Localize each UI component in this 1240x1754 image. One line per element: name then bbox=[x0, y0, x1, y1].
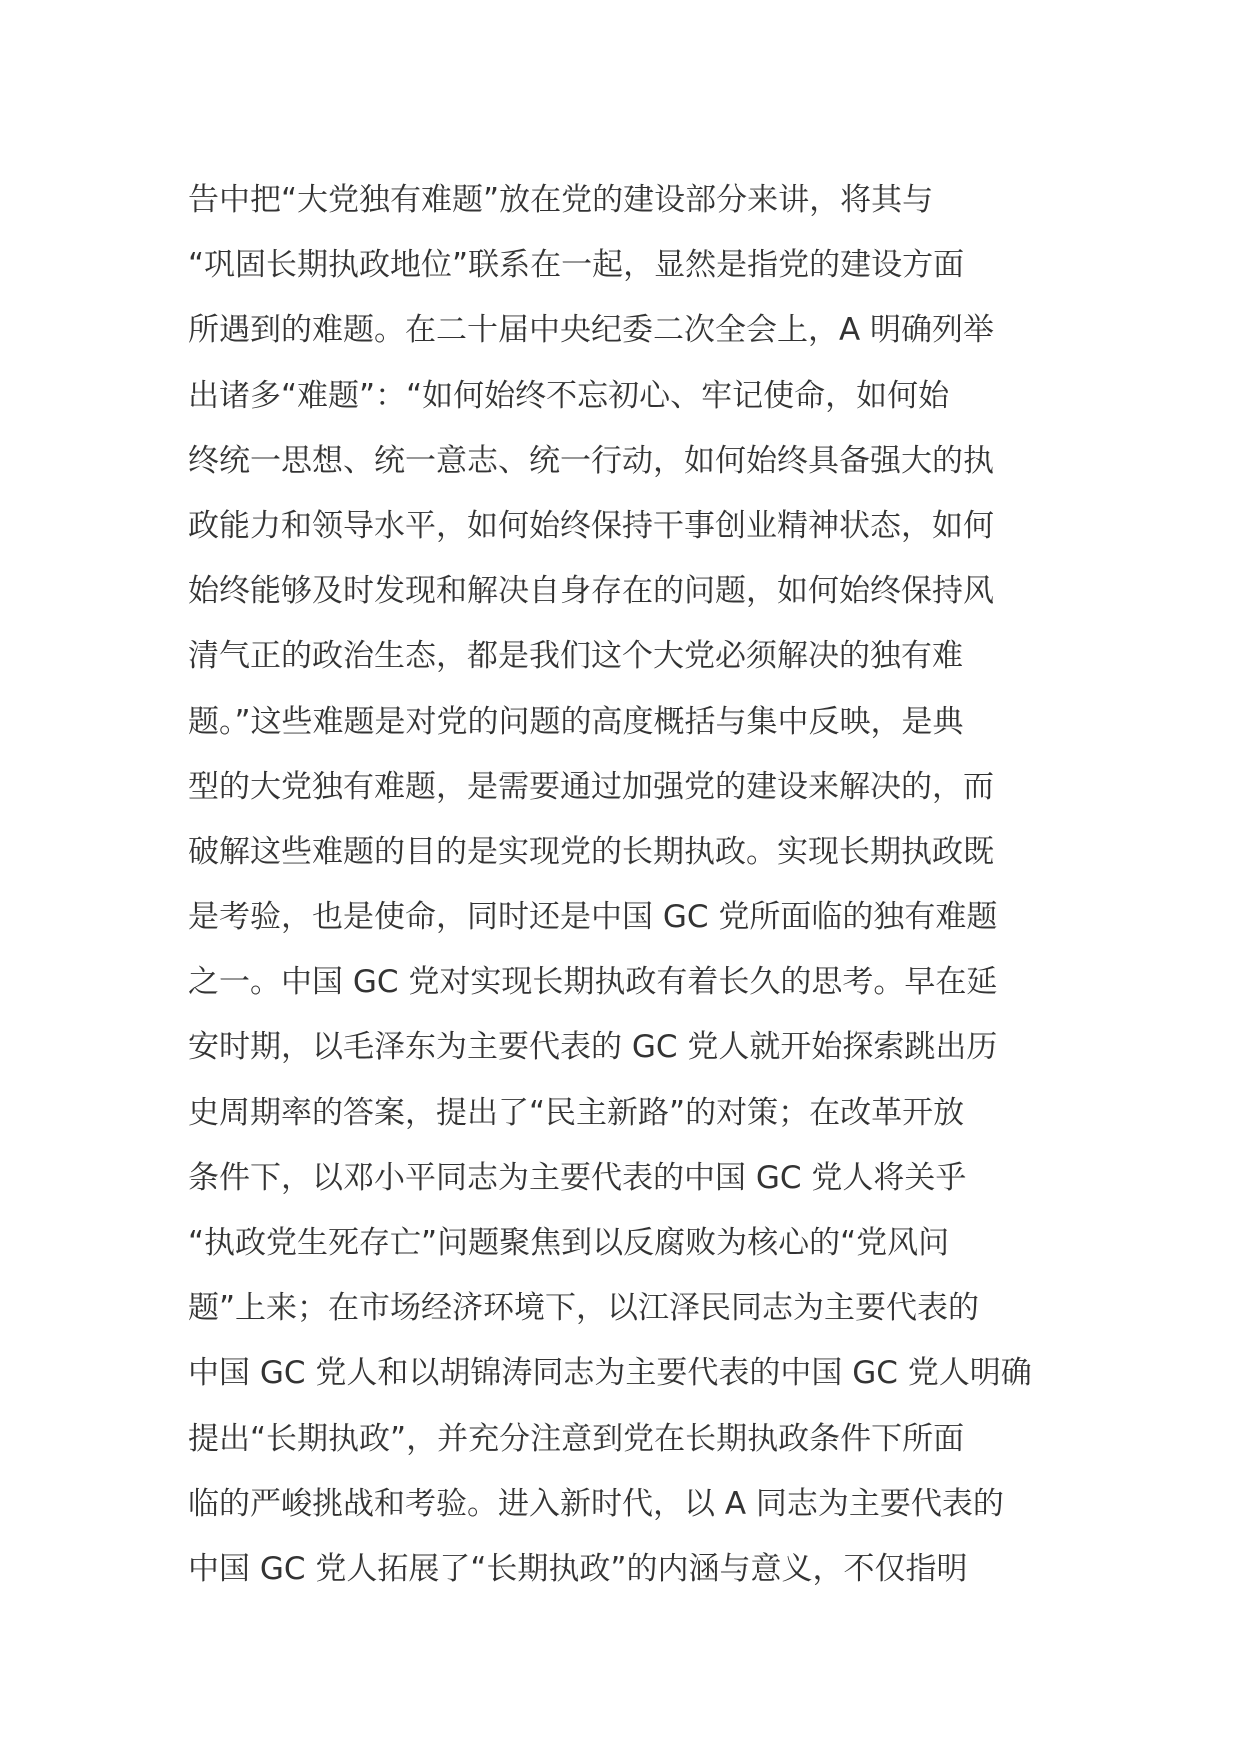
text-line: 告中把“大党独有难题”放在党的建设部分来讲，将其与 bbox=[188, 182, 934, 218]
text-line: “执政党生死存亡”问题聚焦到以反腐败为核心的“党风问 bbox=[188, 1225, 950, 1261]
text-line: 中国 GC 党人和以胡锦涛同志为主要代表的中国 GC 党人明确 bbox=[188, 1355, 1032, 1392]
text-line: 破解这些难题的目的是实现党的长期执政。实现长期执政既 bbox=[188, 833, 994, 870]
text-line: 始终能够及时发现和解决自身存在的问题，如何始终保持风 bbox=[188, 573, 994, 610]
text-line: “巩固长期执政地位”联系在一起，显然是指党的建设方面 bbox=[188, 247, 965, 284]
text-line: 史周期率的答案，提出了“民主新路”的对策；在改革开放 bbox=[188, 1094, 965, 1131]
body-paragraph bbox=[188, 168, 1088, 1602]
text-line: 之一。中国 GC 党对实现长期执政有着长久的思考。早在延 bbox=[188, 964, 998, 1001]
text-line: 终统一思想、统一意志、统一行动，如何始终具备强大的执 bbox=[188, 442, 994, 479]
text-line: 出诸多“难题”：“如何始终不忘初心、牢记使命，如何始 bbox=[188, 377, 950, 414]
text-line: 型的大党独有难题，是需要通过加强党的建设来解决的，而 bbox=[188, 768, 994, 805]
text-line: 题。”这些难题是对党的问题的高度概括与集中反映，是典 bbox=[188, 703, 964, 740]
text-line: 题”上来；在市场经济环境下，以江泽民同志为主要代表的 bbox=[188, 1290, 980, 1327]
text-line: 是考验，也是使命，同时还是中国 GC 党所面临的独有难题 bbox=[188, 899, 998, 936]
text-line: 所遇到的难题。在二十届中央纪委二次全会上，A 明确列举 bbox=[188, 312, 995, 349]
text-line: 政能力和领导水平，如何始终保持干事创业精神状态，如何 bbox=[188, 507, 994, 544]
text-line: 清气正的政治生态，都是我们这个大党必须解决的独有难 bbox=[188, 638, 963, 675]
text-line: 临的严峻挑战和考验。进入新时代，以 A 同志为主要代表的 bbox=[188, 1485, 1004, 1522]
text-line: 条件下，以邓小平同志为主要代表的中国 GC 党人将关乎 bbox=[188, 1159, 967, 1196]
text-line: 中国 GC 党人拓展了“长期执政”的内涵与意义，不仅指明 bbox=[188, 1550, 968, 1587]
text-line: 提出“长期执政”，并充分注意到党在长期执政条件下所面 bbox=[188, 1420, 965, 1457]
text-line: 安时期，以毛泽东为主要代表的 GC 党人就开始探索跳出历 bbox=[188, 1029, 998, 1066]
